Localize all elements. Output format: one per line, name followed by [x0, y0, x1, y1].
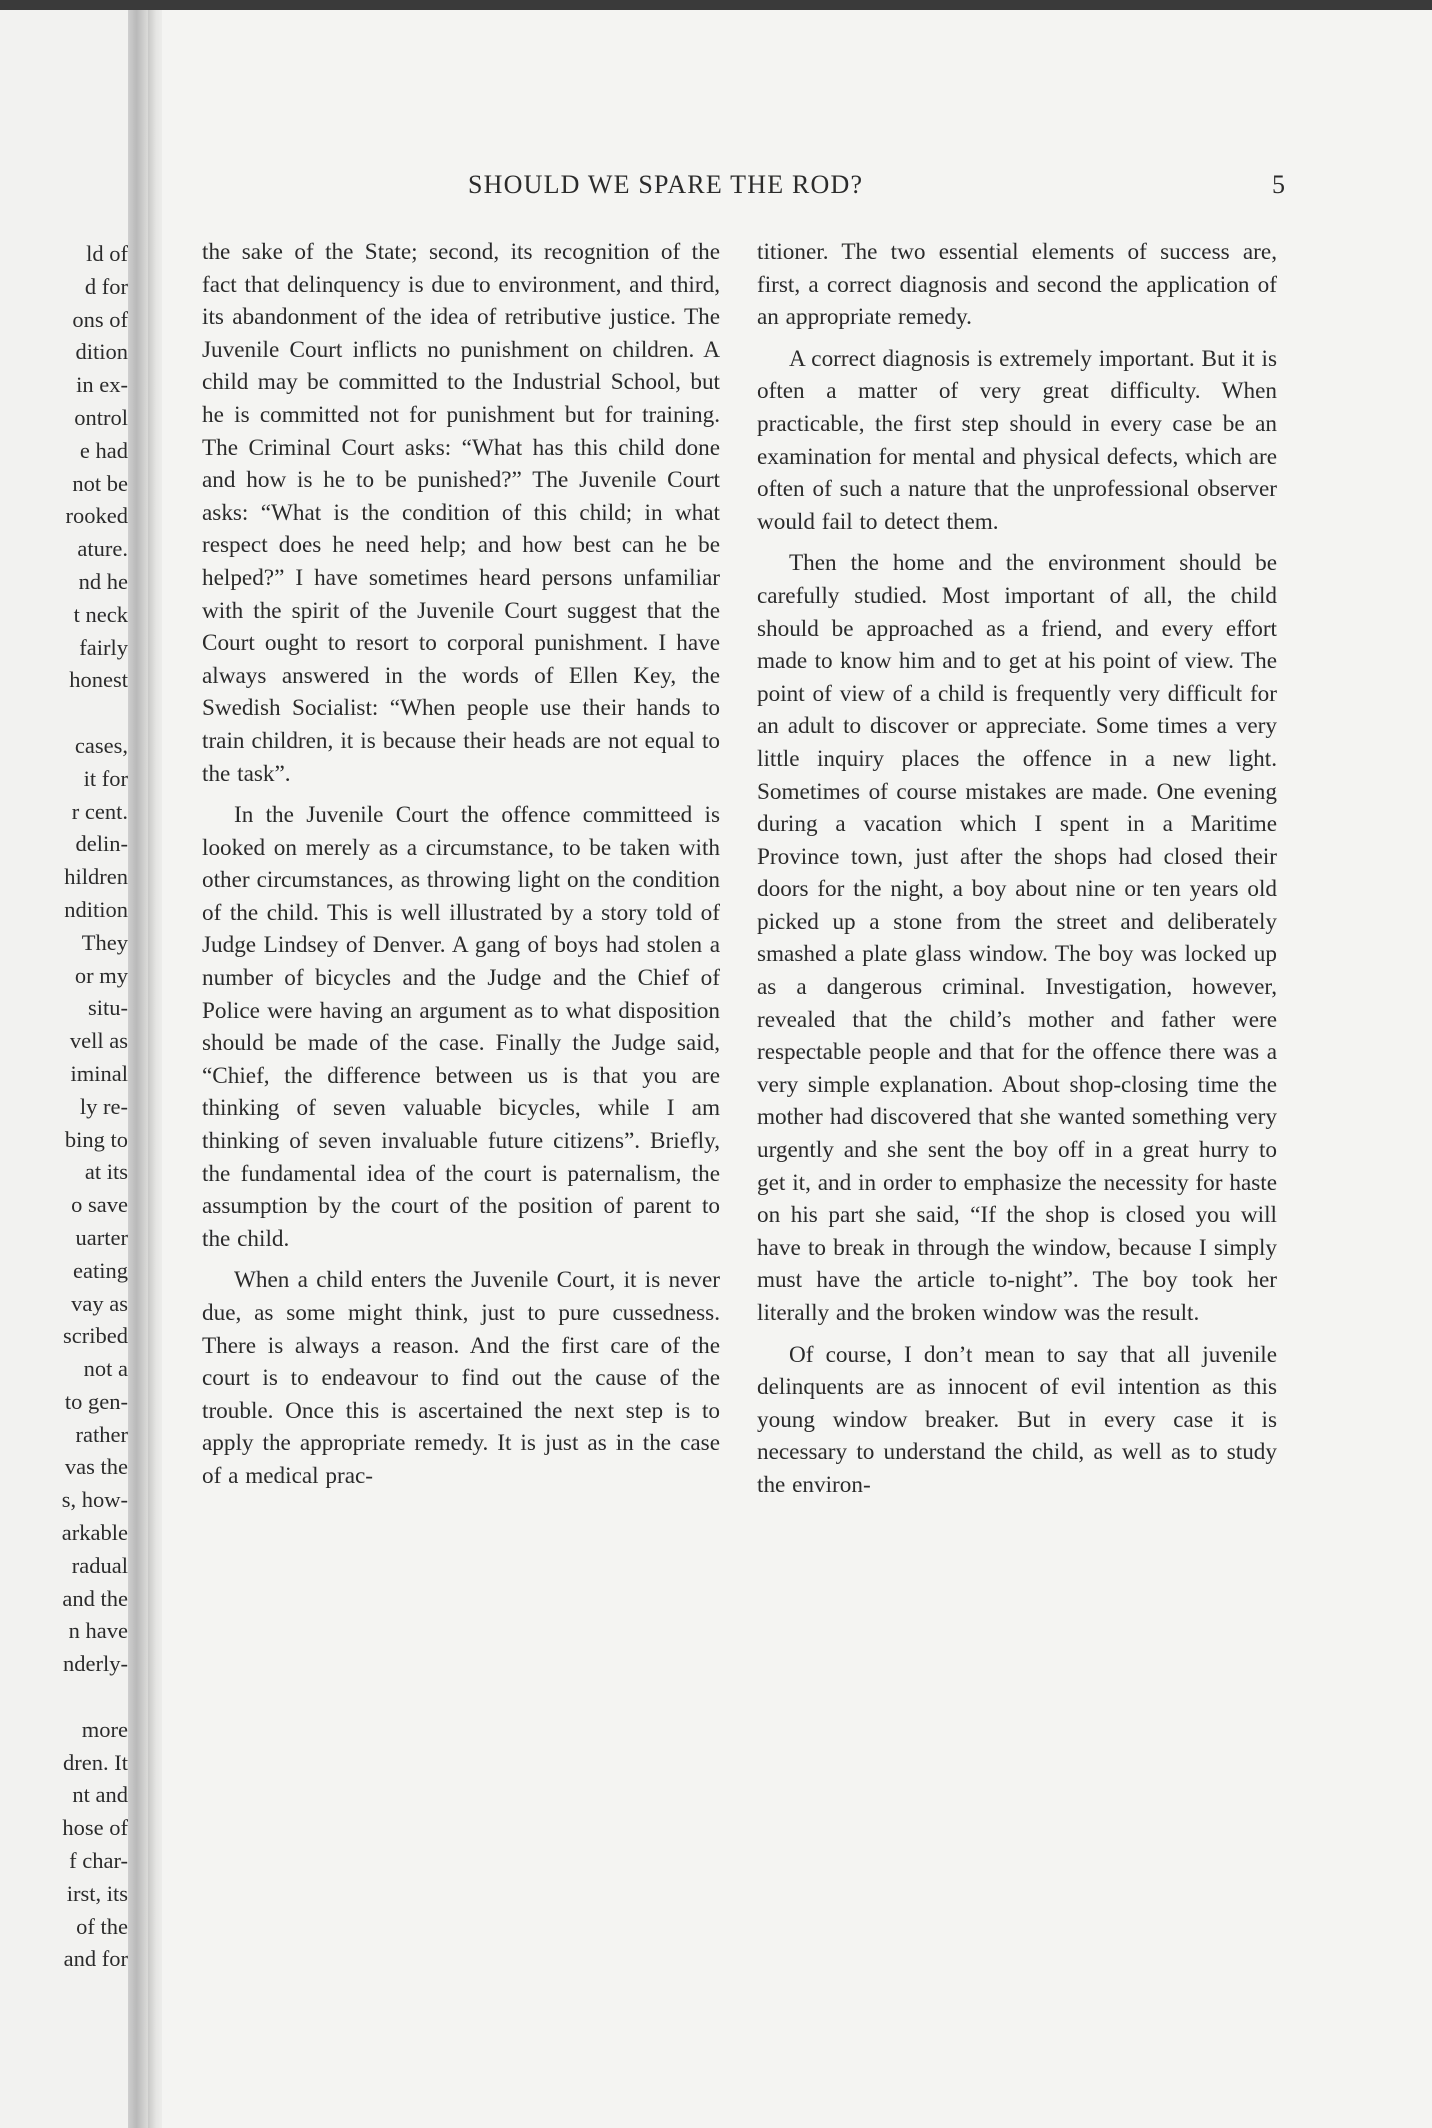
previous-page-line: in ex-	[76, 372, 128, 398]
paragraph: A correct diagnosis is extremely important. But it is often a matter of very great difficulty. When practicable, the first step should in every case be an examination for mental and physical defects, which are often of such a nature that the unprofessional observer would fail to detect them.	[757, 345, 1277, 535]
previous-page-line: nd he	[78, 568, 128, 594]
previous-page-line: uarter	[75, 1224, 128, 1250]
previous-page-line: and for	[63, 1946, 128, 1972]
previous-page-line: rather	[75, 1421, 128, 1447]
book-gutter	[128, 10, 162, 2128]
previous-page-line: at its	[84, 1159, 128, 1185]
top-edge-rule	[0, 0, 1432, 10]
previous-page-line: not a	[83, 1356, 128, 1382]
previous-page-line: hose of	[62, 1815, 128, 1841]
previous-page-line	[0, 697, 128, 730]
previous-page-line: s, how-	[61, 1487, 128, 1513]
previous-page-line: radual	[71, 1552, 128, 1578]
previous-page-line: iminal	[70, 1060, 128, 1086]
previous-page-line: arkable	[61, 1520, 128, 1546]
previous-page-line: ature.	[77, 536, 128, 562]
previous-page-line: ndition	[64, 896, 128, 922]
previous-page-line: and the	[62, 1585, 128, 1611]
paragraph: titioner. The two essential elements of success are, first, a correct diagnosis and second the application of an appropriate remedy.	[757, 239, 1277, 331]
previous-page-line: vay as	[71, 1290, 128, 1316]
previous-page-line: situ-	[87, 995, 128, 1021]
previous-page-line: rooked	[65, 503, 128, 529]
previous-page-line: honest	[69, 667, 128, 693]
previous-page-line: ld of	[86, 241, 128, 266]
paragraph: When a child enters the Juvenile Court, it is never due, as some might think, just to pure cussedness. There is always a reason. And the first care of the court is to endeavour to find out the cause of the trouble. Once this is ascertained the next step is to apply the appropriate remedy. It is just as in the case of a medical prac-	[202, 1267, 720, 1489]
page-number: 5	[1272, 170, 1285, 199]
left-text-column	[202, 236, 720, 1502]
paragraph: In the Juvenile Court the offence committeed is looked on merely as a circumstance, to be taken with other circumstances, as throwing light on the condition of the child. This is well illustrated by a story told of Judge Lindsey of Denver. A gang of boys had stolen a number of bicycles and the Judge and the Chief of Police were having an argument as to what disposition should be made of the case. Finally the Judge said, “Chief, the difference between us is that you are thinking of seven valuable bicycles, while I am thinking of seven invaluable future citizens”. Briefly, the fundamental idea of the court is paternalism, the assumption by the court of the position of parent to the child.	[202, 802, 720, 1252]
previous-page-line: dren. It	[63, 1749, 128, 1775]
previous-page-line: scribed	[63, 1323, 128, 1349]
previous-page-line: to gen-	[64, 1388, 128, 1414]
previous-page-margin	[0, 10, 140, 2128]
previous-page-text-fragments	[0, 238, 128, 1976]
page-header	[460, 170, 1285, 210]
previous-page-line: t neck	[73, 601, 128, 627]
previous-page-line: or my	[74, 962, 128, 988]
previous-page-line: hildren	[64, 864, 128, 890]
previous-page-line: it for	[83, 765, 128, 791]
previous-page-line: d for	[84, 273, 128, 299]
previous-page-line: vas the	[64, 1454, 128, 1480]
previous-page-line: ontrol	[74, 404, 128, 430]
paragraph: Then the home and the environment should be carefully studied. Most important of all, the child should be approached as a friend, and every effort made to know him and to get at his point of view. The point of view of a child is frequently very difficult for an adult to discover or appreciate. Some times a very little inquiry places the offence in a new light. Sometimes of course mistakes are made. One evening during a vacation which I spent in a Maritime Province town, just after the shops had closed their doors for the night, a boy about nine or ten years old picked up a stone from the street and deliberately smashed a plate glass window. The boy was locked up as a dangerous criminal. Investigation, however, revealed that the child’s mother and father were respectable people and that for the offence there was a very simple explanation. About shop-closing time the mother had discovered that she wanted something very urgently and she sent the boy off in a great hurry to get it, and in order to emphasize the necessity for haste on his part she said, “If the shop is closed you will have to break in through the window, because I simply must have the article to-night”. The boy took her literally and the broken window was the result.	[757, 550, 1277, 1326]
previous-page-line: r cent.	[71, 798, 128, 824]
previous-page-line: eating	[73, 1257, 128, 1283]
previous-page-line: ons of	[72, 306, 128, 332]
previous-page-line: bing to	[64, 1126, 128, 1152]
previous-page-line: o save	[71, 1192, 128, 1218]
previous-page-line: cases,	[74, 732, 128, 758]
previous-page-line: irst, its	[66, 1880, 128, 1906]
previous-page-line: vell as	[69, 1028, 128, 1054]
previous-page-line: nderly-	[63, 1651, 128, 1677]
paragraph: the sake of the State; second, its recognition of the fact that delinquency is due to environment, and third, its abandonment of the idea of retributive justice. The Juvenile Court inflicts no punishment on children. A child may be committed to the Industrial School, but he is committed not for punishment but for training. The Criminal Court asks: “What has this child done and how is he to be punished?” The Juvenile Court asks: “What is the condition of this child; in what respect does he need help; and how best can he be helped?” I have sometimes heard persons unfamiliar with the spirit of the Juvenile Court suggest that the Court ought to resort to corporal punishment. I have always answered in the words of Ellen Key, the Swedish Socialist: “When people use their hands to train children, it is because their heads are not equal to the task”.	[202, 239, 720, 787]
right-text-column	[757, 236, 1277, 1511]
previous-page-line: They	[81, 929, 128, 955]
previous-page-line: fairly	[79, 634, 128, 660]
previous-page-line	[0, 1681, 128, 1714]
previous-page-line: not be	[72, 470, 128, 496]
previous-page-line: dition	[75, 339, 128, 365]
previous-page-line: n have	[68, 1618, 128, 1644]
paragraph: Of course, I don’t mean to say that all juvenile delinquents are as innocent of evil intention as this young window breaker. But in every case it is necessary to understand the child, as well as to study the environ-	[757, 1341, 1277, 1498]
previous-page-line: nt and	[72, 1782, 128, 1808]
spine-shadow	[148, 10, 156, 2128]
previous-page-line: of the	[76, 1913, 128, 1939]
previous-page-line: ly re-	[79, 1093, 128, 1119]
previous-page-line: f char-	[69, 1848, 128, 1874]
running-title: SHOULD WE SPARE THE ROD?	[468, 170, 864, 199]
previous-page-line: delin-	[75, 831, 128, 857]
previous-page-line: more	[81, 1716, 128, 1742]
previous-page-line: e had	[79, 437, 128, 463]
